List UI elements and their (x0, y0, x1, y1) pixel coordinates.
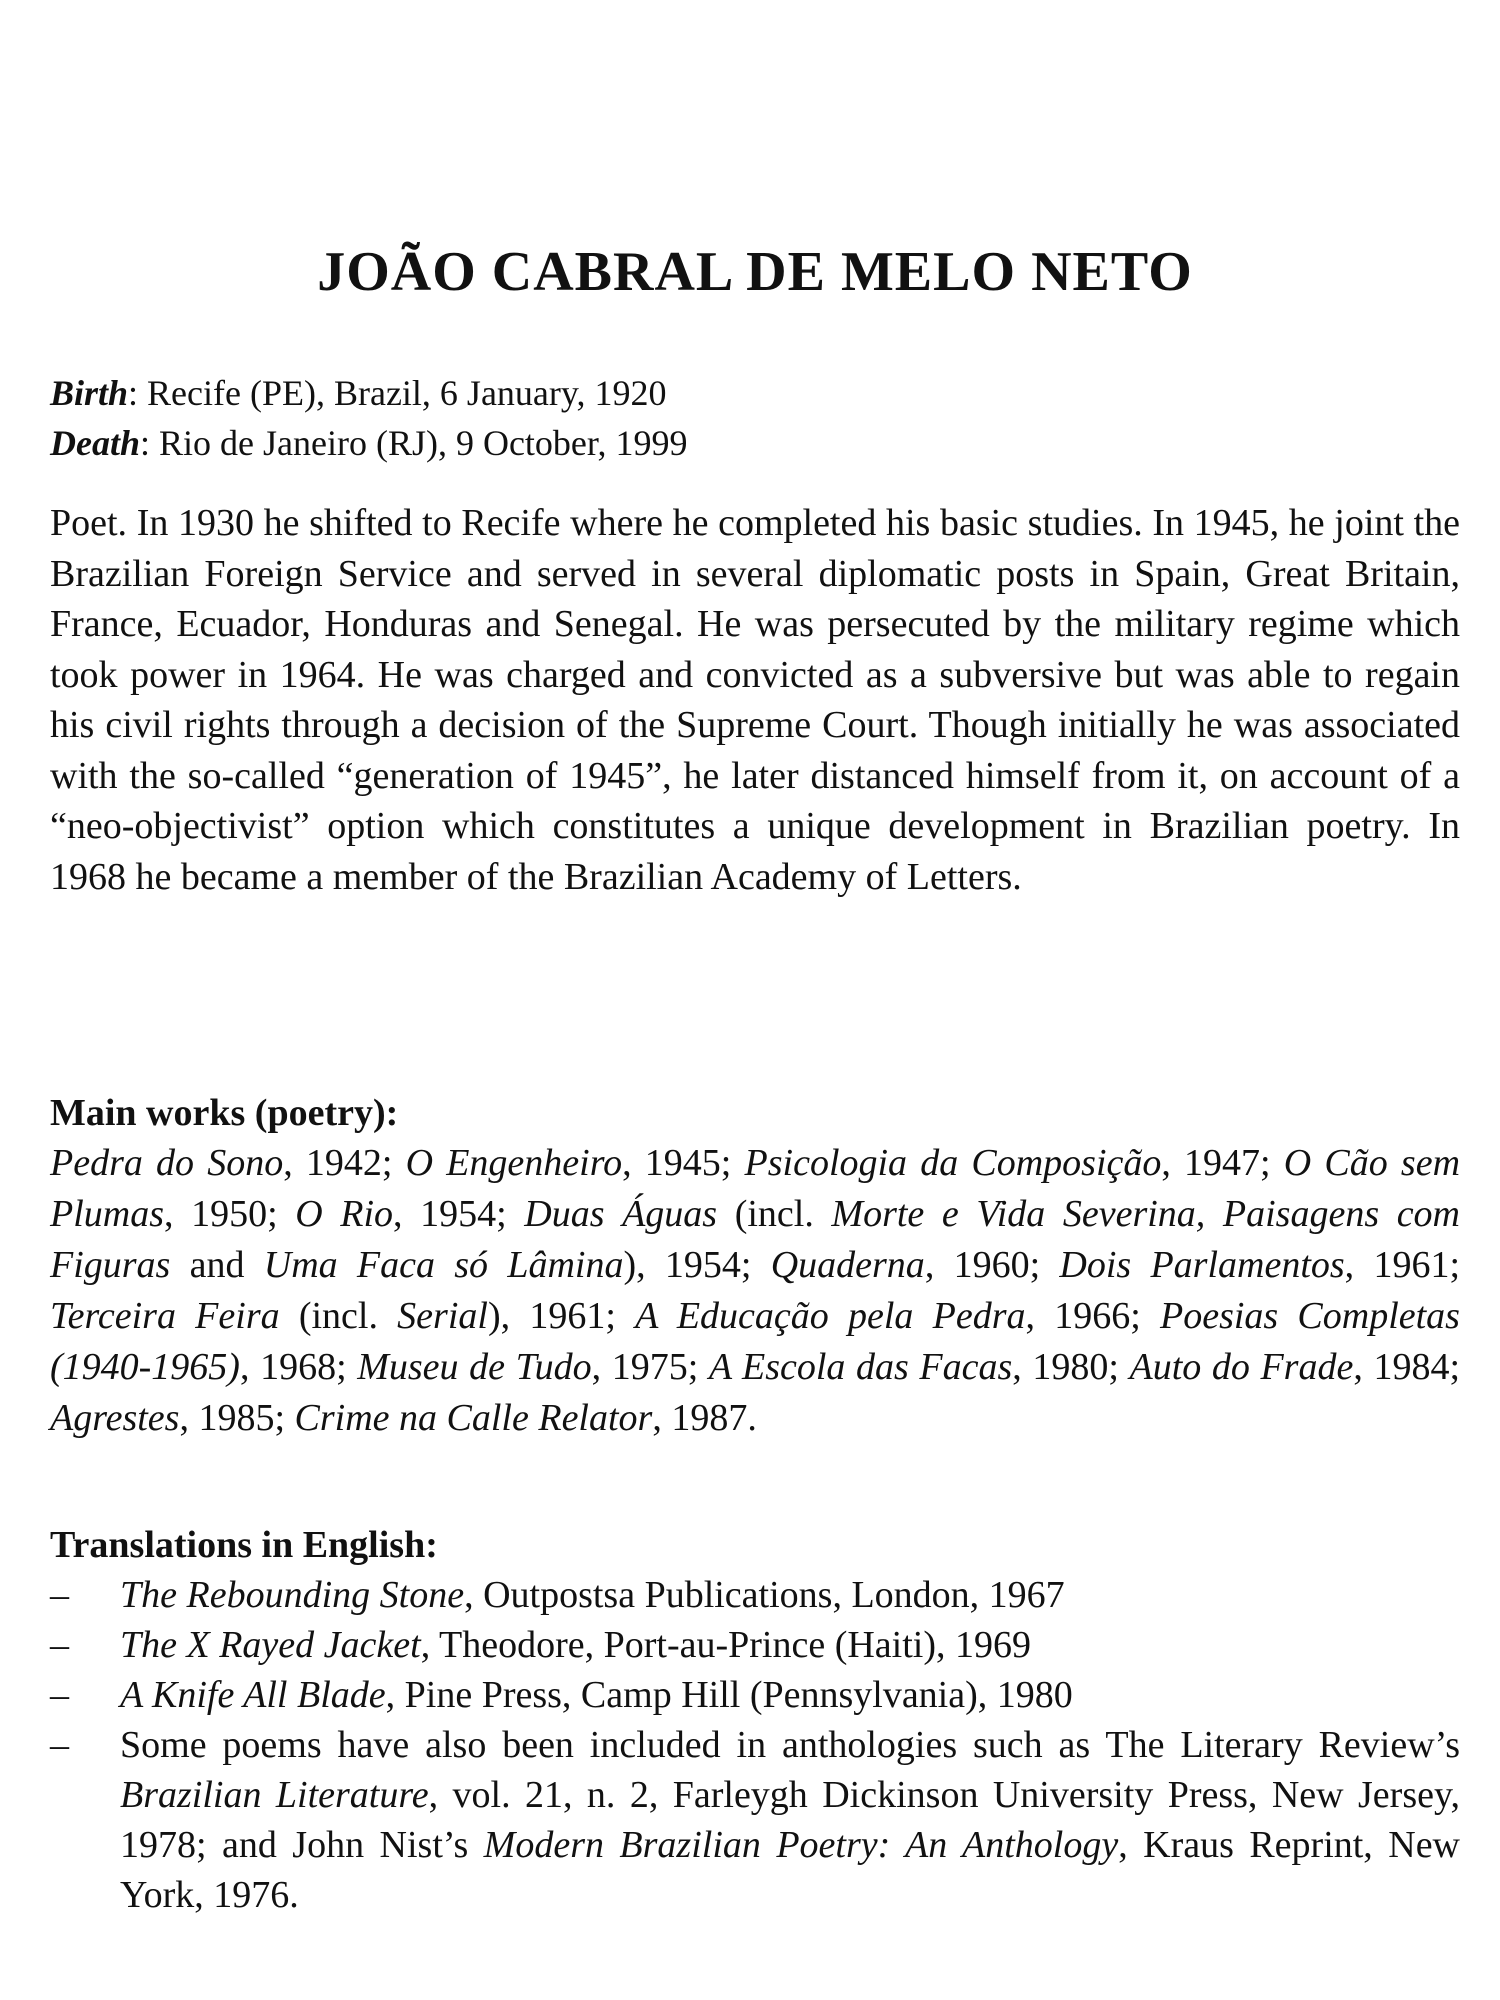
work-detail: , 1947; (1161, 1142, 1284, 1184)
work-title: Poesias Completas (1940-1965) (50, 1295, 1460, 1388)
translations-list (50, 1570, 1460, 1920)
work-title: Quaderna (770, 1244, 925, 1286)
work-detail: , 1975; (591, 1346, 709, 1388)
work-title: Auto do Frade (1129, 1346, 1354, 1388)
work-detail: ), 1961; (487, 1295, 636, 1337)
list-dash: – (50, 1724, 69, 1766)
death-label: Death (50, 423, 140, 463)
work-title: Duas Águas (524, 1193, 718, 1235)
work-title: Museu de Tudo (357, 1346, 592, 1388)
work-title: O Rio (295, 1193, 394, 1235)
list-item (50, 1720, 1460, 1920)
list-item (50, 1570, 1460, 1620)
translation-detail: , Outpostsa Publications, London, 1967 (464, 1574, 1065, 1616)
birth-label: Birth (50, 373, 129, 413)
work-title: A Educação pela Pedra (635, 1295, 1026, 1337)
work-detail: , 1980; (1012, 1346, 1130, 1388)
main-works-list (50, 1138, 1460, 1444)
death-line (50, 418, 687, 468)
list-dash: – (50, 1574, 69, 1616)
work-detail: , 1942; (283, 1142, 406, 1184)
list-item (50, 1620, 1460, 1670)
translation-detail: , Theodore, Port-au-Prince (Haiti), 1969 (420, 1624, 1031, 1666)
work-detail: ), 1954; (623, 1244, 771, 1286)
biography-paragraph: Poet. In 1930 he shifted to Recife where he completed his basic studies. In 1945, he joint the Brazilian Foreign Service and served in several diplomatic posts in Spain, Great Britain, France, Ecuador, Honduras and Senegal. He was persecuted by the military regime which took power in 1964. He was charged and convicted as a subversive but was able to regain his civil rights through a decision of the Supreme Court. Though initially he was associated with the so-called “generation of 1945”, he later distanced himself from it, on account of a “neo-objectivist” option which constitutes a unique development in Brazilian poetry. In 1968 he became a member of the Brazilian Academy of Letters. (50, 502, 1460, 898)
work-detail: , 1954; (393, 1193, 525, 1235)
work-title: O Cão sem Plumas (50, 1142, 1461, 1235)
translation-detail: , Pine Press, Camp Hill (Pennsylvania), 1980 (385, 1674, 1073, 1716)
page-title: JOÃO CABRAL DE MELO NETO (317, 241, 1193, 303)
work-detail: , 1950; (164, 1193, 296, 1235)
main-works-heading: Main works (poetry): (50, 1092, 399, 1134)
work-title: Serial (397, 1295, 488, 1337)
work-detail: , 1960; (924, 1244, 1060, 1286)
birth-line (50, 368, 667, 418)
work-detail: , 1984; (1353, 1346, 1460, 1388)
translations-heading: Translations in English: (50, 1524, 438, 1566)
work-title: Pedra do Sono (50, 1142, 284, 1184)
work-title: Crime na Calle Relator (294, 1397, 653, 1439)
birth-value: : Recife (PE), Brazil, 6 January, 1920 (128, 373, 667, 413)
work-title: Dois Parlamentos (1059, 1244, 1345, 1286)
work-title: Terceira Feira (50, 1295, 280, 1337)
work-title: Agrestes (50, 1397, 180, 1439)
anthology-title: Brazilian Literature (120, 1774, 429, 1816)
list-dash: – (50, 1624, 69, 1666)
work-title: Psicologia da Composição (744, 1142, 1162, 1184)
work-title: Uma Faca só Lâmina (263, 1244, 624, 1286)
work-detail: , 1961; (1344, 1244, 1460, 1286)
work-detail: , 1966; (1025, 1295, 1160, 1337)
list-item (50, 1670, 1460, 1720)
translation-title: The X Rayed Jacket (120, 1624, 421, 1666)
work-detail: , 1987. (652, 1397, 757, 1439)
death-value: : Rio de Janeiro (RJ), 9 October, 1999 (140, 423, 688, 463)
anthology-text: , vol. 21, n. 2, Farleygh Dickinson University Press, New Jersey, 1978; and John Nist’s (120, 1774, 1461, 1866)
work-detail: , 1945; (622, 1142, 745, 1184)
work-title: Morte e Vida Severina, Paisagens com Figuras (50, 1193, 1461, 1286)
work-detail: , 1968; (239, 1346, 358, 1388)
work-title: O Engenheiro (405, 1142, 623, 1184)
work-title: A Escola das Facas (708, 1346, 1013, 1388)
anthology-title: Modern Brazilian Poetry: An Anthology (483, 1824, 1119, 1866)
document-page (50, 0, 1460, 2000)
work-detail: (incl. (279, 1295, 398, 1337)
translation-title: The Rebounding Stone (120, 1574, 465, 1616)
anthology-text: Some poems have also been included in anthologies such as The Literary Review’s (120, 1724, 1460, 1766)
list-dash: – (50, 1674, 69, 1716)
work-detail: , 1985; (179, 1397, 295, 1439)
work-detail: (incl. (717, 1193, 832, 1235)
work-detail: and (170, 1244, 264, 1286)
translation-title: A Knife All Blade (120, 1674, 386, 1716)
anthology-text: , Kraus Reprint, New York, 1976. (120, 1824, 1460, 1916)
